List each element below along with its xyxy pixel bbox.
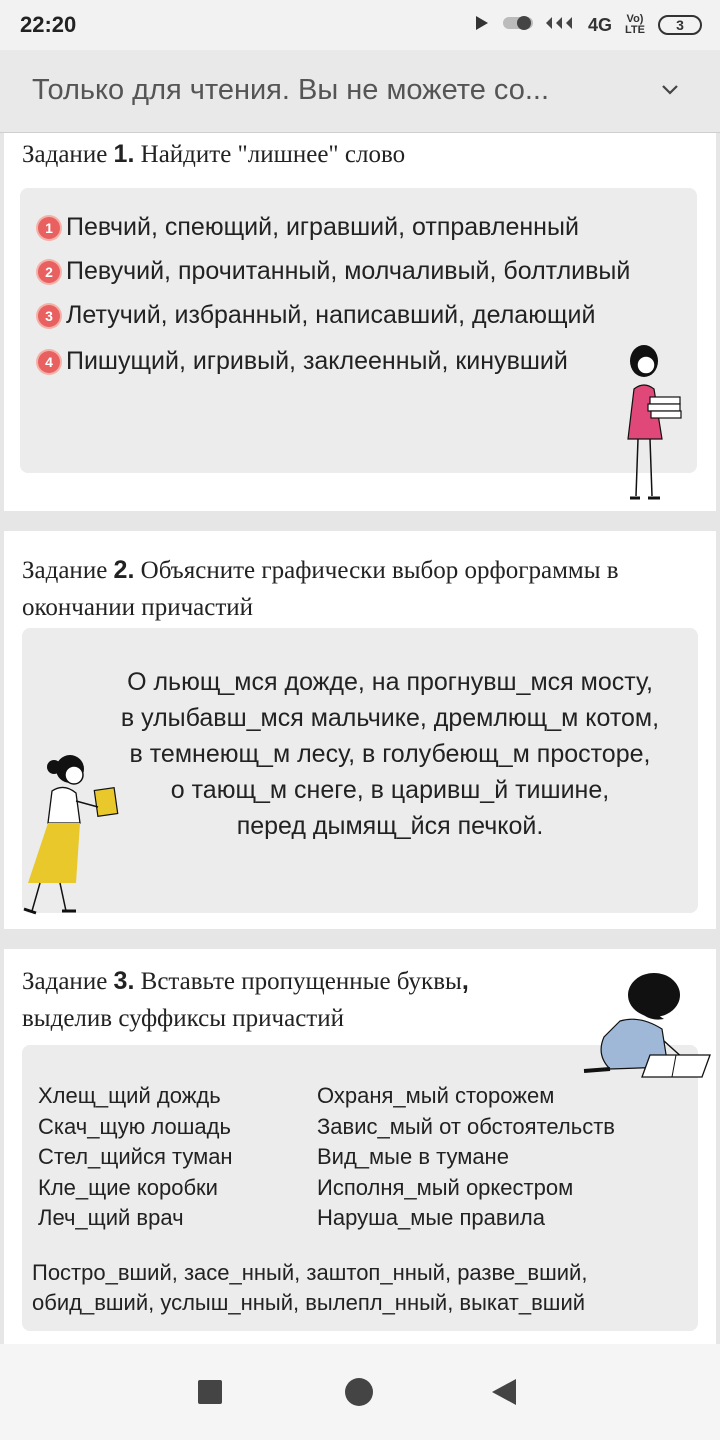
task3-panel <box>22 1045 698 1331</box>
volte-label: Vo) LTE <box>625 13 645 36</box>
task1-title <box>22 136 405 173</box>
right-item-2: Завис_мый от обстоятельств <box>317 1113 615 1139</box>
recents-icon[interactable] <box>198 1380 222 1404</box>
right-item-3: Вид_мые в тумане <box>317 1144 509 1169</box>
option-1 <box>38 213 579 242</box>
read-only-text: Только для чтения. Вы не можете со... <box>32 74 550 106</box>
option-text-2: Певучий, прочитанный, молчаливый, болтливый <box>66 257 631 285</box>
left-item-2: Скач_щую лошадь <box>38 1113 231 1139</box>
left-item-3: Стел_щийся туман <box>38 1144 233 1169</box>
task3-title <box>22 963 469 1037</box>
bottom-line-1: Постро_вший, засе_нный, заштоп_нный, разве_вший, <box>32 1260 588 1285</box>
task3-right-column <box>317 1081 615 1234</box>
girl-with-books-illustration <box>616 341 696 506</box>
task2-number: 2. <box>113 556 135 584</box>
chevron-down-icon[interactable] <box>660 80 680 100</box>
home-icon[interactable] <box>344 1377 374 1407</box>
task1-number: 1. <box>113 140 135 168</box>
status-icons <box>472 12 702 38</box>
cast-icon <box>472 14 492 37</box>
option-text-1: Певчий, спеющий, игравший, отправленный <box>66 213 579 241</box>
task3-comma: , <box>461 967 469 995</box>
right-item-1: Охраня_мый сторожем <box>317 1083 555 1108</box>
option-text-4: Пишущий, игривый, заклеенный, кинувший <box>66 347 568 375</box>
bottom-line-2: обид_вший, услыш_нный, вылепл_нный, выкат_вший <box>32 1290 586 1315</box>
task2-line-3: в темнеющ_м лесу, в голубеющ_м просторе, <box>129 740 651 768</box>
option-number-3: 3 <box>38 305 60 327</box>
right-item-5: Наруша_мые правила <box>317 1205 545 1230</box>
signal-arrows-icon <box>544 15 578 36</box>
task1-prefix: Задание <box>22 141 114 168</box>
task1-title-text: Найдите "лишнее" слово <box>134 141 406 168</box>
task1-panel <box>20 188 697 473</box>
girl-sitting-reading-illustration <box>580 971 716 1083</box>
task3-bottom-text <box>32 1258 587 1318</box>
left-item-1: Хлещ_щий дождь <box>38 1083 221 1108</box>
option-4 <box>38 347 568 376</box>
task3-number: 3. <box>113 967 135 995</box>
right-item-4: Исполня_мый оркестром <box>317 1174 574 1200</box>
option-number-1: 1 <box>38 217 60 239</box>
task2-card <box>4 531 716 929</box>
toggle-icon <box>502 14 534 37</box>
option-text-3: Летучий, избранный, написавший, делающий <box>66 301 596 329</box>
task2-line-4: о тающ_м снеге, в царивш_й тишине, <box>170 776 610 804</box>
task3-title-line1: Вставьте пропущенные буквы <box>134 968 462 995</box>
task1-card <box>4 133 716 511</box>
girl-reading-illustration <box>18 751 128 916</box>
option-number-2: 2 <box>38 261 60 283</box>
option-number-4: 4 <box>38 351 60 373</box>
task3-card <box>4 949 716 1344</box>
task2-line-1: О льющ_мся дожде, на прогнувш_мся мосту, <box>127 668 653 696</box>
navigation-bar <box>0 1344 720 1440</box>
option-2 <box>38 257 630 286</box>
task2-line-2: в улыбавш_мся мальчике, дремлющ_м котом, <box>120 704 660 732</box>
task2-line-5: перед дымящ_йся печкой. <box>236 812 544 840</box>
task2-title-line1: Объясните графически выбор орфограммы в <box>134 557 619 584</box>
battery-level: 3 <box>676 17 684 33</box>
status-time: 22:20 <box>20 12 77 37</box>
read-only-banner[interactable] <box>0 50 720 133</box>
status-bar <box>0 0 720 50</box>
task2-title <box>22 552 619 626</box>
option-3 <box>38 301 595 330</box>
left-item-4: Кле_щие коробки <box>38 1174 218 1200</box>
left-item-5: Леч_щий врач <box>38 1205 184 1230</box>
task3-prefix: Задание <box>22 968 114 995</box>
task3-left-column <box>38 1081 233 1234</box>
task3-title-line2: выделив суффиксы причастий <box>22 1005 344 1032</box>
task2-prefix: Задание <box>22 557 114 584</box>
battery-icon <box>658 15 702 35</box>
back-icon[interactable] <box>490 1378 518 1406</box>
task2-title-line2: окончании причастий <box>22 594 254 621</box>
network-label: 4G <box>587 14 612 35</box>
